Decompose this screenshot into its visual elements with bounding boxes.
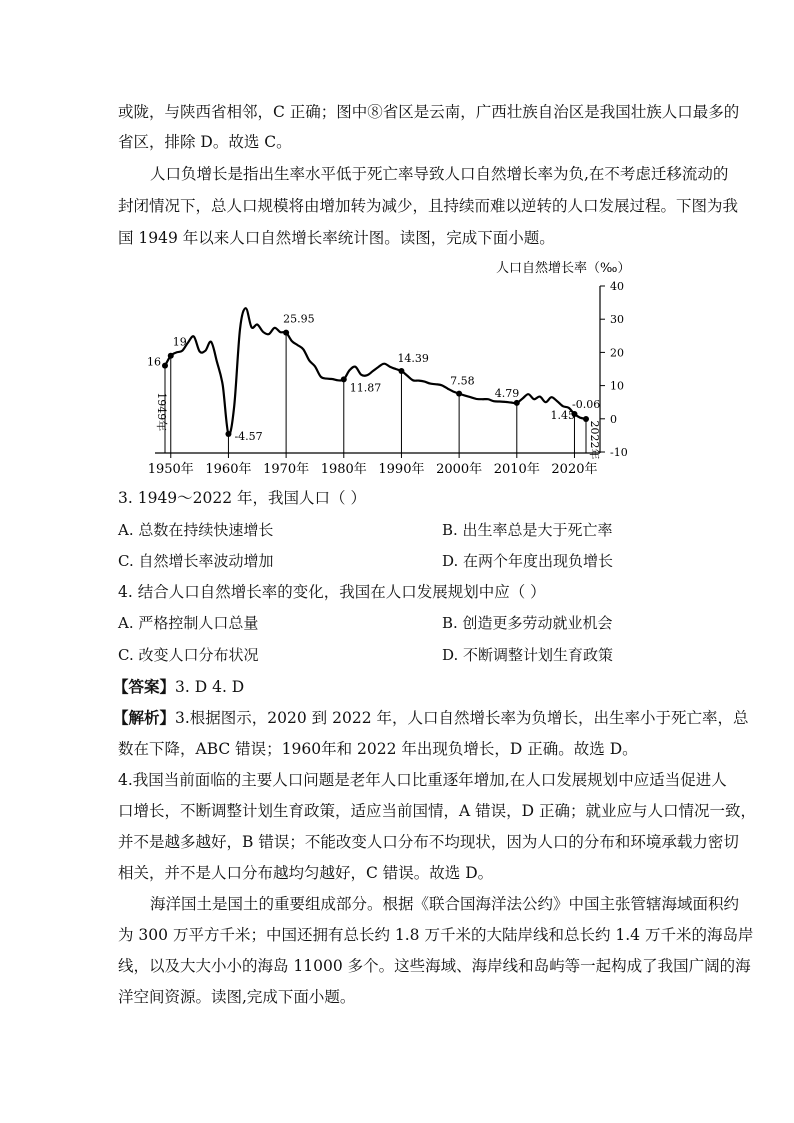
x-tick-label-0: 1950年 xyxy=(147,462,194,477)
analysis-line-3: 4.我国当前面临的主要人口问题是老年人口比重逐年增加,在人口发展规划中应适当促进人 xyxy=(118,771,727,789)
x-tick-label-6: 2010年 xyxy=(493,462,540,477)
data-label-2020: 1.45 xyxy=(550,408,575,422)
analysis-line-5: 并不是越多越好，B 错误；不能改变人口分布不均现状，因为人口的分布和环境承载力密切 xyxy=(118,833,739,851)
x-tick-label-7: 2020年 xyxy=(551,462,598,477)
prev-explanation-line-2: 省区，排除 D。故选 C。 xyxy=(118,133,292,151)
x-tick-label-2: 1970年 xyxy=(263,462,310,477)
analysis-line-4: 口增长，不断调整计划生育政策，适应当前国情，A 错误，D 正确；就业应与人口情况一致， xyxy=(118,802,756,820)
end-year-label: 2022年 xyxy=(588,420,601,460)
question-3-option-c[interactable]: C. 自然增长率波动增加 xyxy=(118,552,274,570)
x-tick-label-3: 1980年 xyxy=(320,462,367,477)
y-axis-label: 人口自然增长率（‰） xyxy=(496,261,631,276)
data-point-1990 xyxy=(398,368,404,374)
next-paragraph-line-1: 海洋国土是国土的重要组成部分。根据《联合国海洋法公约》中国主张管辖海域面积约 xyxy=(150,895,740,913)
data-point-1949 xyxy=(162,363,168,369)
next-paragraph-line-2: 为 300 万平方千米；中国还拥有总长约 1.8 万千米的大陆岸线和总长约 1.4 万千米的海岛岸 xyxy=(118,926,754,944)
y-tick-label-2: 20 xyxy=(610,346,624,360)
start-year-label: 1949年 xyxy=(155,392,168,432)
data-label-1950: 19 xyxy=(172,335,187,349)
question-3-option-b[interactable]: B. 出生率总是大于死亡率 xyxy=(442,521,613,539)
next-paragraph-line-3: 线，以及大大小小的海岛 11000 多个。这些海域、海岸线和岛屿等一起构成了我国广阔的海 xyxy=(118,957,751,975)
question-4-option-b[interactable]: B. 创造更多劳动就业机会 xyxy=(442,614,613,632)
analysis-line-2: 数在下降，ABC 错误；1960年和 2022 年出现负增长，D 正确。故选 D。 xyxy=(118,740,638,758)
data-point-1980 xyxy=(341,376,347,382)
data-label-1960: -4.57 xyxy=(234,429,263,443)
question-3-stem: 3. 1949～2022 年，我国人口（ ） xyxy=(118,489,366,507)
data-point-2010 xyxy=(514,400,520,406)
analysis-line-6: 相关，并不是人口分布越均匀越好，C 错误。故选 D。 xyxy=(118,864,494,882)
question-4-stem: 4. 结合人口自然增长率的变化，我国在人口发展规划中应（ ） xyxy=(118,583,546,601)
y-tick-label-4: 0 xyxy=(610,412,617,426)
x-tick-label-5: 2000年 xyxy=(436,462,483,477)
answer-line xyxy=(113,677,244,697)
question-4-option-a[interactable]: A. 严格控制人口总量 xyxy=(118,614,259,632)
natural-growth-rate-chart xyxy=(140,250,631,477)
next-paragraph-line-4: 洋空间资源。读图,完成下面小题。 xyxy=(118,988,356,1006)
question-4-option-c[interactable]: C. 改变人口分布状况 xyxy=(118,646,259,664)
data-label-2022: -0.06 xyxy=(572,397,601,411)
data-label-1970: 25.95 xyxy=(283,312,315,326)
analysis-line-1 xyxy=(113,708,748,728)
intro-paragraph-line-1: 人口负增长是指出生率水平低于死亡率导致人口自然增长率为负,在不考虑迁移流动的 xyxy=(150,165,729,183)
data-point-1960 xyxy=(225,431,231,437)
data-point-1970 xyxy=(283,330,289,336)
question-3-option-d[interactable]: D. 在两个年度出现负增长 xyxy=(442,552,614,570)
question-3-option-a[interactable]: A. 总数在持续快速增长 xyxy=(118,521,274,539)
y-tick-label-1: 30 xyxy=(610,313,624,327)
y-tick-label-3: 10 xyxy=(610,379,624,393)
answer-tag: 【答案】 xyxy=(113,677,176,696)
analysis-first-line: 3.根据图示，2020 到 2022 年，人口自然增长率为负增长，出生率小于死亡率，总 xyxy=(175,709,749,727)
prev-explanation-line-1: 或陇，与陕西省相邻，C 正确；图中⑧省区是云南，广西壮族自治区是我国壮族人口最多的 xyxy=(118,103,740,121)
data-label-1949: 16 xyxy=(147,355,161,369)
x-tick-label-4: 1990年 xyxy=(378,462,425,477)
intro-paragraph-line-3: 国 1949 年以来人口自然增长率统计图。读图，完成下面小题。 xyxy=(118,229,555,247)
data-label-1990: 14.39 xyxy=(397,352,429,366)
analysis-tag: 【解析】 xyxy=(113,708,176,727)
data-label-1980: 11.87 xyxy=(349,381,382,395)
data-point-1950 xyxy=(168,353,174,359)
y-tick-label-5: -10 xyxy=(610,446,628,459)
data-point-2000 xyxy=(456,391,462,397)
y-tick-label-0: 40 xyxy=(610,280,624,293)
x-tick-label-1: 1960年 xyxy=(205,462,252,477)
data-label-2000: 7.58 xyxy=(450,374,475,388)
intro-paragraph-line-2: 封闭情况下，总人口规模将由增加转为减少，且持续而难以逆转的人口发展过程。下图为我 xyxy=(118,197,739,215)
growth-rate-line xyxy=(165,308,586,434)
answer-text: 3. D 4. D xyxy=(175,678,245,696)
data-label-2010: 4.79 xyxy=(494,386,520,400)
question-4-option-d[interactable]: D. 不断调整计划生育政策 xyxy=(442,646,614,664)
